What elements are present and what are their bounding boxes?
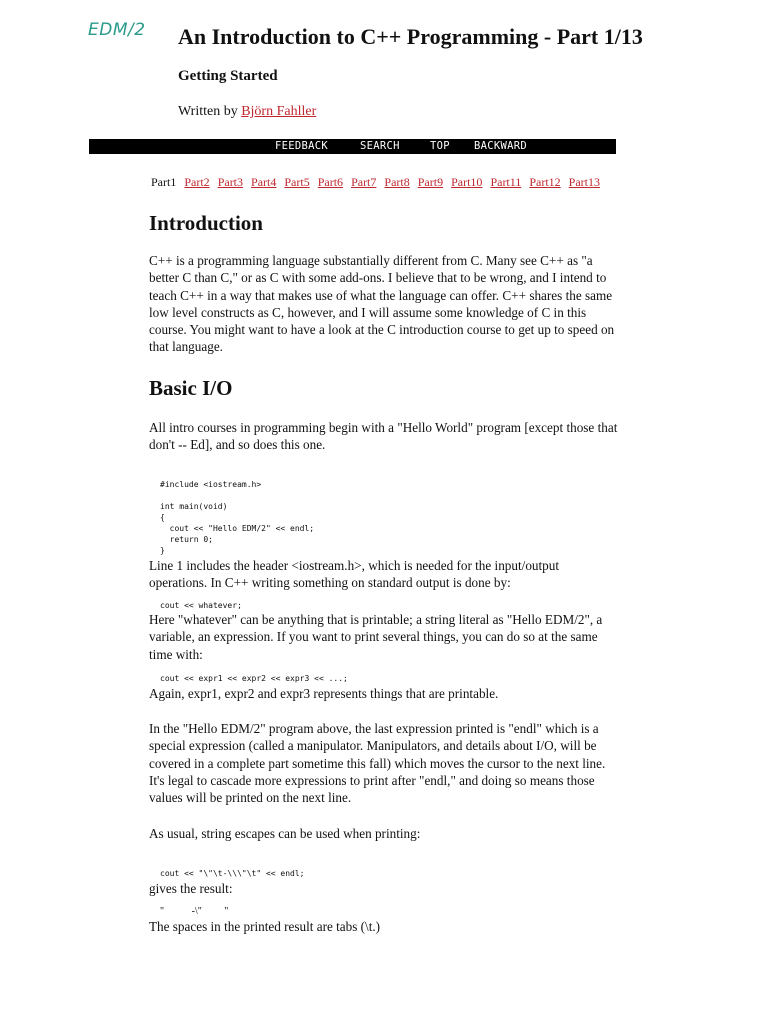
result-output: " -\" " bbox=[160, 906, 229, 917]
page-title: An Introduction to C++ Programming - Part 1/13 bbox=[178, 24, 643, 49]
part-link[interactable]: Part6 bbox=[317, 175, 344, 189]
part-current: Part1 bbox=[151, 175, 177, 189]
introduction-heading: Introduction bbox=[149, 211, 263, 235]
part-links bbox=[151, 175, 605, 190]
whatever-paragraph: Here "whatever" can be anything that is printable; a string literal as "Hello EDM/2", a variable, an expression. If you want to print several things, you can do so at the same time with: bbox=[149, 612, 603, 662]
line1-paragraph: Line 1 includes the header <iostream.h>, which is needed for the input/output operations. In C++ writing something on standard output is done by: bbox=[149, 558, 560, 591]
endl-paragraph: In the "Hello EDM/2" program above, the last expression printed is "endl" which is a special expression (called a manipulator. Manipulators, and details about I/O, will be covered in a complete part sometime this fall) which moves the cursor to the next line. It's legal to cascade more expressions to print after "endl," and doing so means those values will be printed on the next line. bbox=[149, 721, 606, 806]
again-paragraph: Again, expr1, expr2 and expr3 represents things that are printable. bbox=[149, 686, 499, 701]
part-link[interactable]: Part7 bbox=[351, 175, 377, 189]
escape-code: cout << "\"\t-\\\"\t" << endl; bbox=[160, 869, 305, 878]
hello-world-code: #include <iostream.h> int main(void) { cout << "Hello EDM/2" << endl; return 0; } bbox=[160, 480, 315, 555]
nav-feedback-link[interactable]: FEEDBACK bbox=[275, 140, 328, 152]
cout-expr-code: cout << expr1 << expr2 << expr3 << ...; bbox=[160, 674, 348, 683]
introduction-paragraph: C++ is a programming language substantially different from C. Many see C++ as "a better C than C," or as C with some add-ons. I believe that to be wrong, and I intend to teach C++ in a way that makes use of what the language can offer. C++ shares the same low level constructs as C, however, and I will assume some knowledge of C in this course. You might want to have a look at the C introduction course to get up to speed on that language. bbox=[149, 253, 615, 355]
part-link[interactable]: Part9 bbox=[417, 175, 444, 189]
result-label: gives the result: bbox=[149, 881, 233, 896]
basic-io-heading: Basic I/O bbox=[149, 376, 233, 400]
part-link[interactable]: Part3 bbox=[217, 175, 244, 189]
part-link[interactable]: Part13 bbox=[568, 175, 601, 189]
nav-search-link[interactable]: SEARCH bbox=[360, 140, 400, 152]
part-link[interactable]: Part2 bbox=[184, 175, 210, 189]
part-link[interactable]: Part12 bbox=[529, 175, 561, 189]
tabs-paragraph: The spaces in the printed result are tabs (\t.) bbox=[149, 919, 381, 934]
page-subtitle: Getting Started bbox=[178, 68, 278, 84]
part-link[interactable]: Part8 bbox=[384, 175, 410, 189]
nav-backward-link[interactable]: BACKWARD bbox=[474, 140, 527, 152]
author-link[interactable]: Björn Fahller bbox=[241, 104, 317, 119]
part-link[interactable]: Part11 bbox=[490, 175, 522, 189]
edm2-logo[interactable]: EDM/2 bbox=[88, 20, 146, 40]
part-link[interactable]: Part5 bbox=[284, 175, 310, 189]
escape-paragraph: As usual, string escapes can be used when printing: bbox=[149, 826, 421, 841]
byline bbox=[178, 104, 316, 120]
nav-bar bbox=[89, 139, 616, 154]
part-link[interactable]: Part4 bbox=[251, 175, 277, 189]
nav-top-link[interactable]: TOP bbox=[430, 140, 450, 152]
byline-prefix: Written by bbox=[178, 104, 242, 119]
cout-whatever-code: cout << whatever; bbox=[160, 601, 242, 610]
part-link[interactable]: Part10 bbox=[451, 175, 483, 189]
basic-io-paragraph: All intro courses in programming begin with a "Hello World" program [except those that don't -- Ed], and so does this one. bbox=[149, 420, 618, 453]
